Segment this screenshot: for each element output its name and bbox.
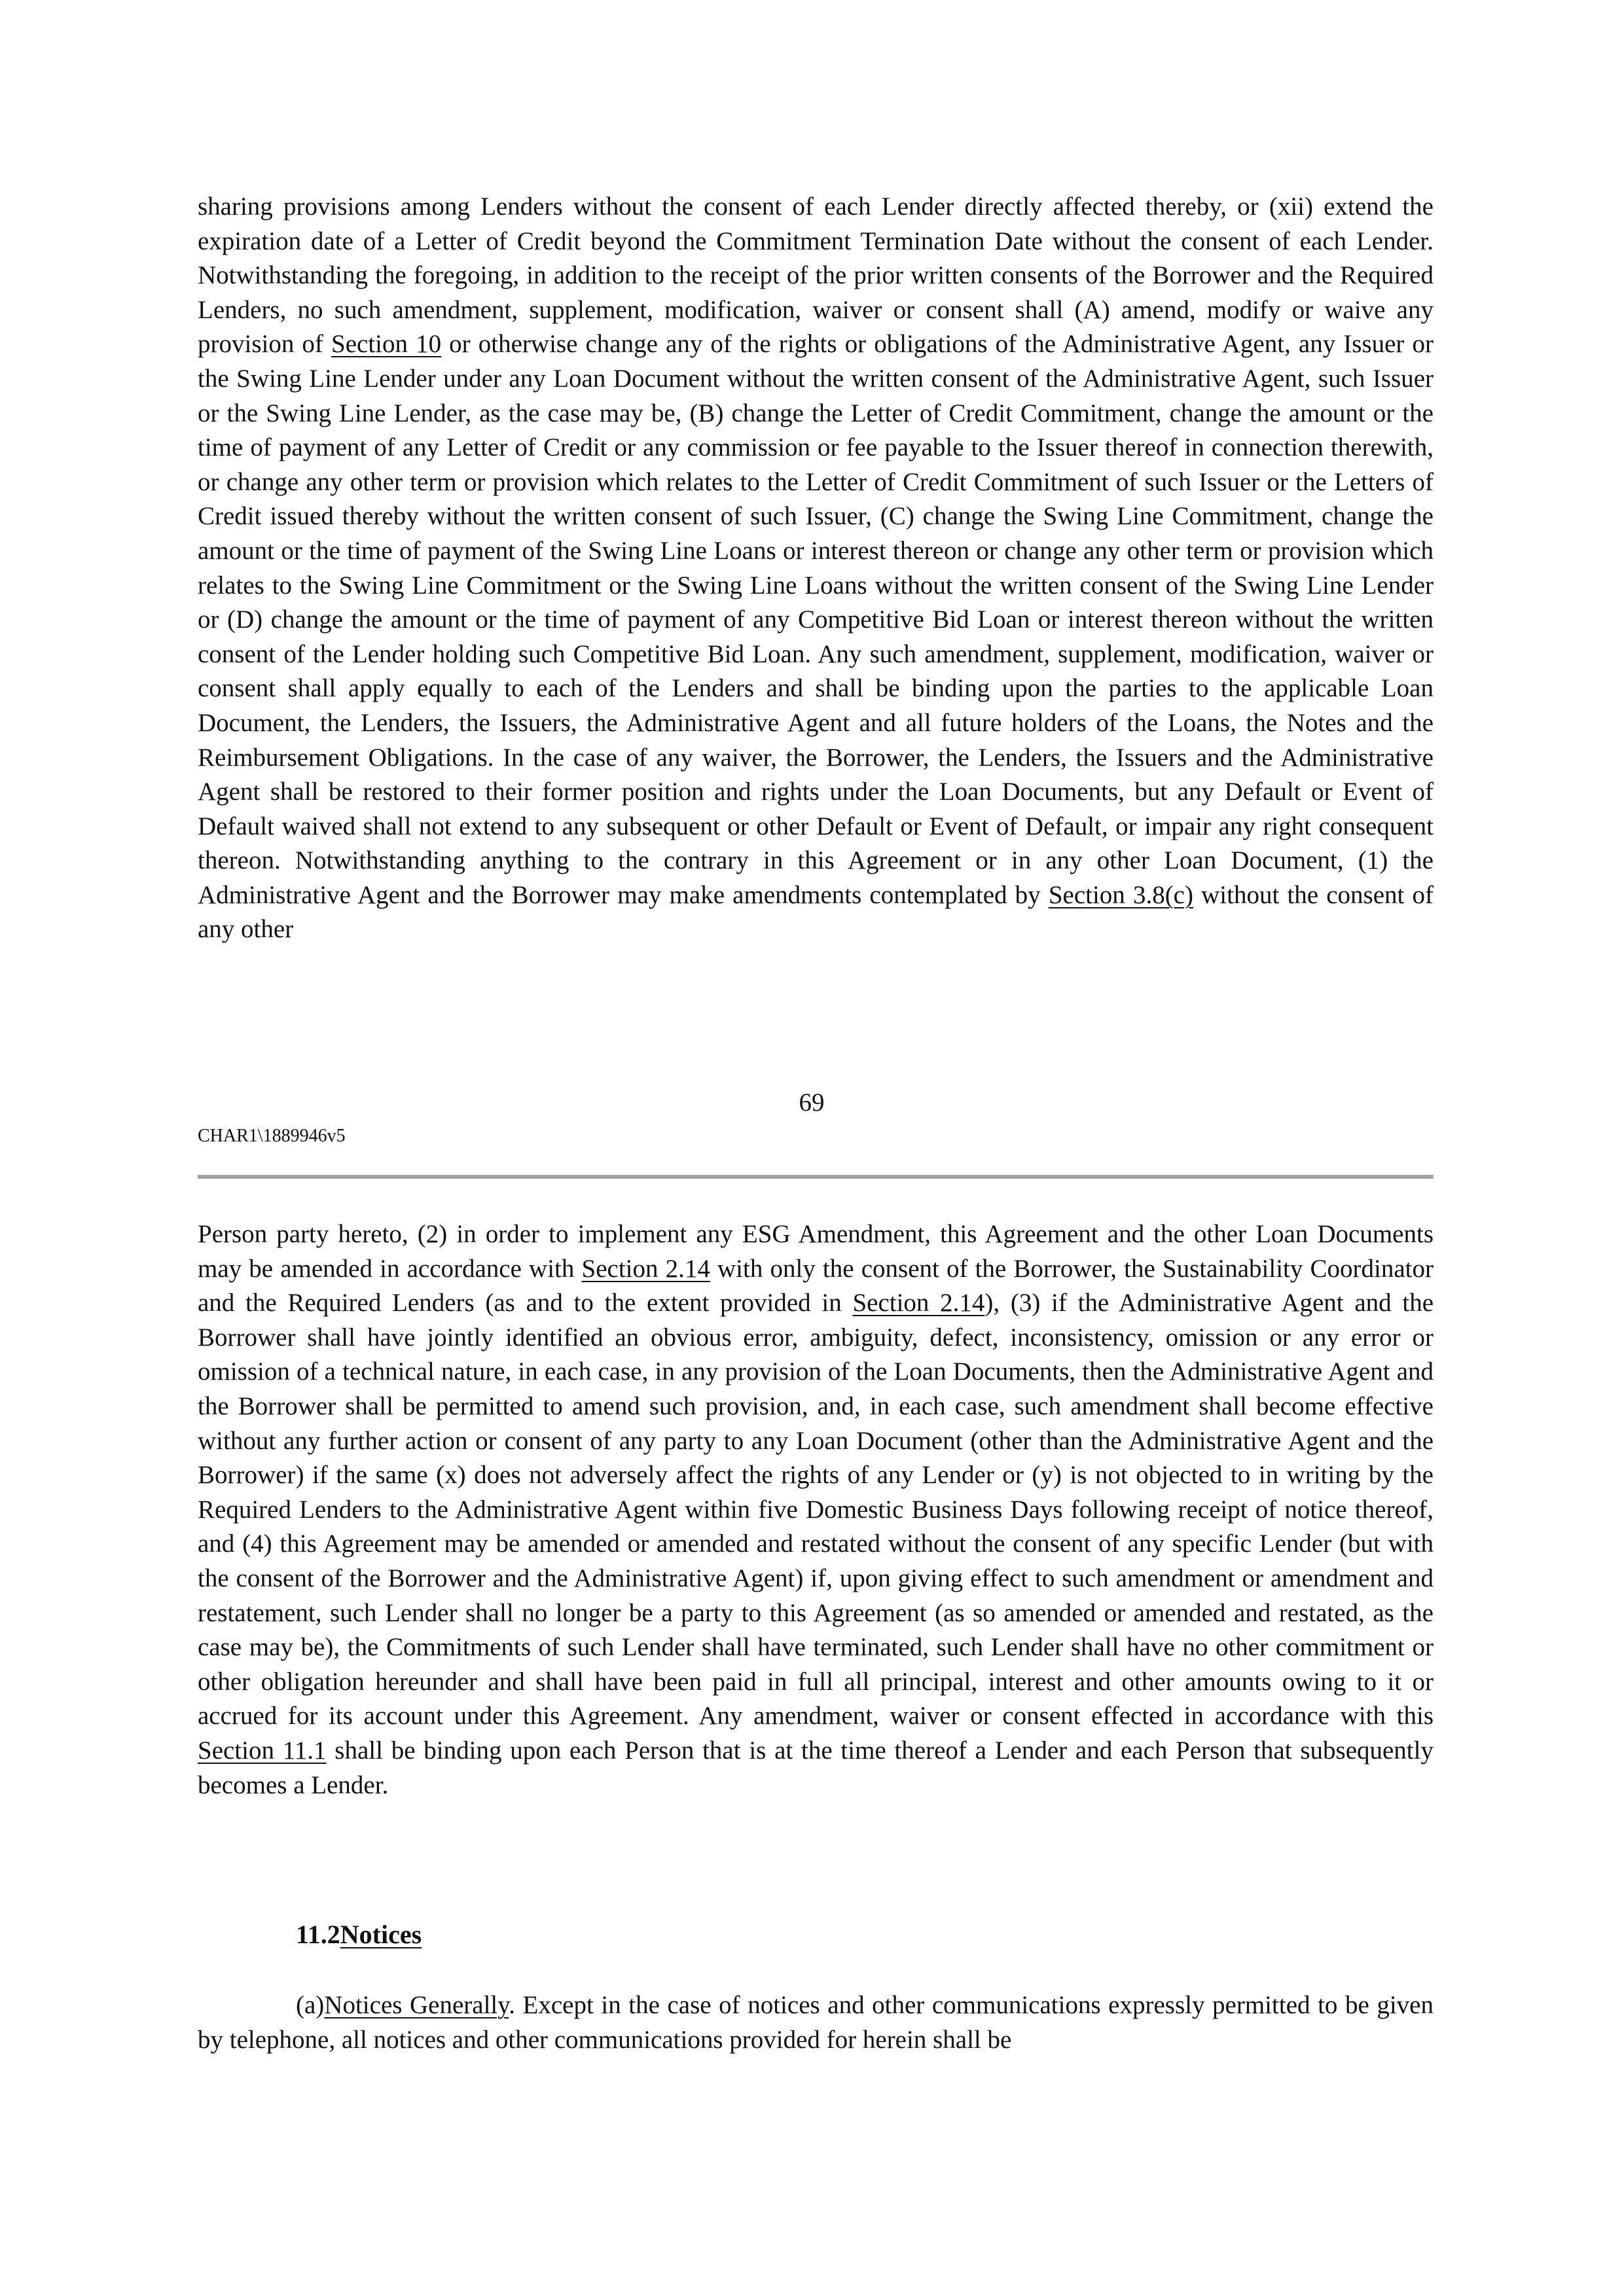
section-reference: Section 11.1 xyxy=(198,1736,327,1765)
page-break-divider xyxy=(198,1175,1434,1179)
paragraph-text: ), (3) if the Administrative Agent and the Borrower shall have jointly identified an obvious error, ambiguity, defect, inconsistency, omission or any error or omission of a technical nature, in each case, in any provision of the Loan Documents, then the Administrative Agent and the Borrower shall be permitted to amend such provision, and, in each case, such amendment shall become effective without any further action or consent of any party to any Loan Document (other than the Administrative Agent and the Borrower) if the same (x) does not adversely affect the rights of any Lender or (y) is not objected to in writing by the Required Lenders to the Administrative Agent within five Domestic Business Days following receipt of notice thereof, and (4) this Agreement may be amended or amended and restated without the consent of any specific Lender (but with the consent of the Borrower and the Administrative Agent) if, upon giving effect to such amendment or amendment and restatement, such Lender shall no longer be a party to this Agreement (as so amended or amended and restated, as the case may be), the Commitments of such Lender shall have terminated, such Lender shall have no other commitment or other obligation hereunder and shall have been paid in full all principal, interest and other amounts owing to it or accrued for its account under this Agreement. Any amendment, waiver or consent effected in accordance with this xyxy=(198,1289,1434,1731)
paragraph-text: . Except in the case of notices and other communications expressly permitted to be given by telephone, all notices and other communications provided for herein shall be xyxy=(198,1991,1434,2054)
document-id-footer: CHAR1\1889946v5 xyxy=(198,1126,346,1146)
paragraph-text: Person party hereto, (2) in order to implement any ESG Amendment, this Agreement and the other Loan Documents may be amended in accordance with xyxy=(198,1220,1434,1283)
section-reference: Section 10 xyxy=(331,330,442,359)
section-reference: Section 2.14 xyxy=(581,1254,710,1283)
body-paragraph xyxy=(198,1217,1434,1803)
paragraph-text: shall be binding upon each Person that is at the time thereof a Lender and each Person that subsequently becomes a Lender. xyxy=(198,1736,1434,1799)
paragraph-text: or otherwise change any of the rights or obligations of the Administrative Agent, any Issuer or the Swing Line Lender under any Loan Document without the written consent of the Administrative Agent, such Issuer or the Swing Line Lender, as the case may be, (B) change the Letter of Credit Commitment, change the amount or the time of payment of any Letter of Credit or any commission or fee payable to the Issuer thereof in connection therewith, or change any other term or provision which relates to the Letter of Credit Commitment of such Issuer or the Letters of Credit issued thereby without the written consent of such Issuer, (C) change the Swing Line Commitment, change the amount or the time of payment of the Swing Line Loans or interest thereon or change any other term or provision which relates to the Swing Line Commitment or the Swing Line Loans without the written consent of the Swing Line Lender or (D) change the amount or the time of payment of any Competitive Bid Loan or interest thereon without the written consent of the Lender holding such Competitive Bid Loan. Any such amendment, supplement, modification, waiver or consent shall apply equally to each of the Lenders and shall be binding upon the parties to the applicable Loan Document, the Lenders, the Issuers, the Administrative Agent and all future holders of the Loans, the Notes and the Reimbursement Obligations. In the case of any waiver, the Borrower, the Lenders, the Issuers and the Administrative Agent shall be restored to their former position and rights under the Loan Documents, but any Default or Event of Default waived shall not extend to any subsequent or other Default or Event of Default, or impair any right consequent thereon. Notwithstanding anything to the contrary in this Agreement or in any other Loan Document, (1) the Administrative Agent and the Borrower may make amendments contemplated by xyxy=(198,330,1434,909)
subsection-title: Notices Generally xyxy=(324,1991,509,2019)
section-number: 11.2 xyxy=(296,1920,340,1949)
section-reference: Section 3.8(c) xyxy=(1048,880,1193,909)
paragraph-text: without the consent of any other xyxy=(198,880,1434,944)
paragraph-text: with only the consent of the Borrower, the Sustainability Coordinator and the Required Lenders (as and to the extent provided in xyxy=(198,1254,1434,1318)
subsection-paragraph xyxy=(198,1988,1434,2057)
body-paragraph-continued xyxy=(198,190,1434,947)
section-heading xyxy=(296,1919,422,1950)
section-title: Notices xyxy=(340,1920,422,1949)
section-reference: Section 2.14 xyxy=(852,1289,985,1318)
page-number: 69 xyxy=(799,1088,825,1117)
paragraph-text: sharing provisions among Lenders without the consent of each Lender directly affected thereby, or (xii) extend the expiration date of a Letter of Credit beyond the Commitment Termination Date without the consent of each Lender. Notwithstanding the foregoing, in addition to the receipt of the prior written consents of the Borrower and the Required Lenders, no such amendment, supplement, modification, waiver or consent shall (A) amend, modify or waive any provision of xyxy=(198,192,1434,359)
subsection-marker: (a) xyxy=(296,1991,325,2019)
